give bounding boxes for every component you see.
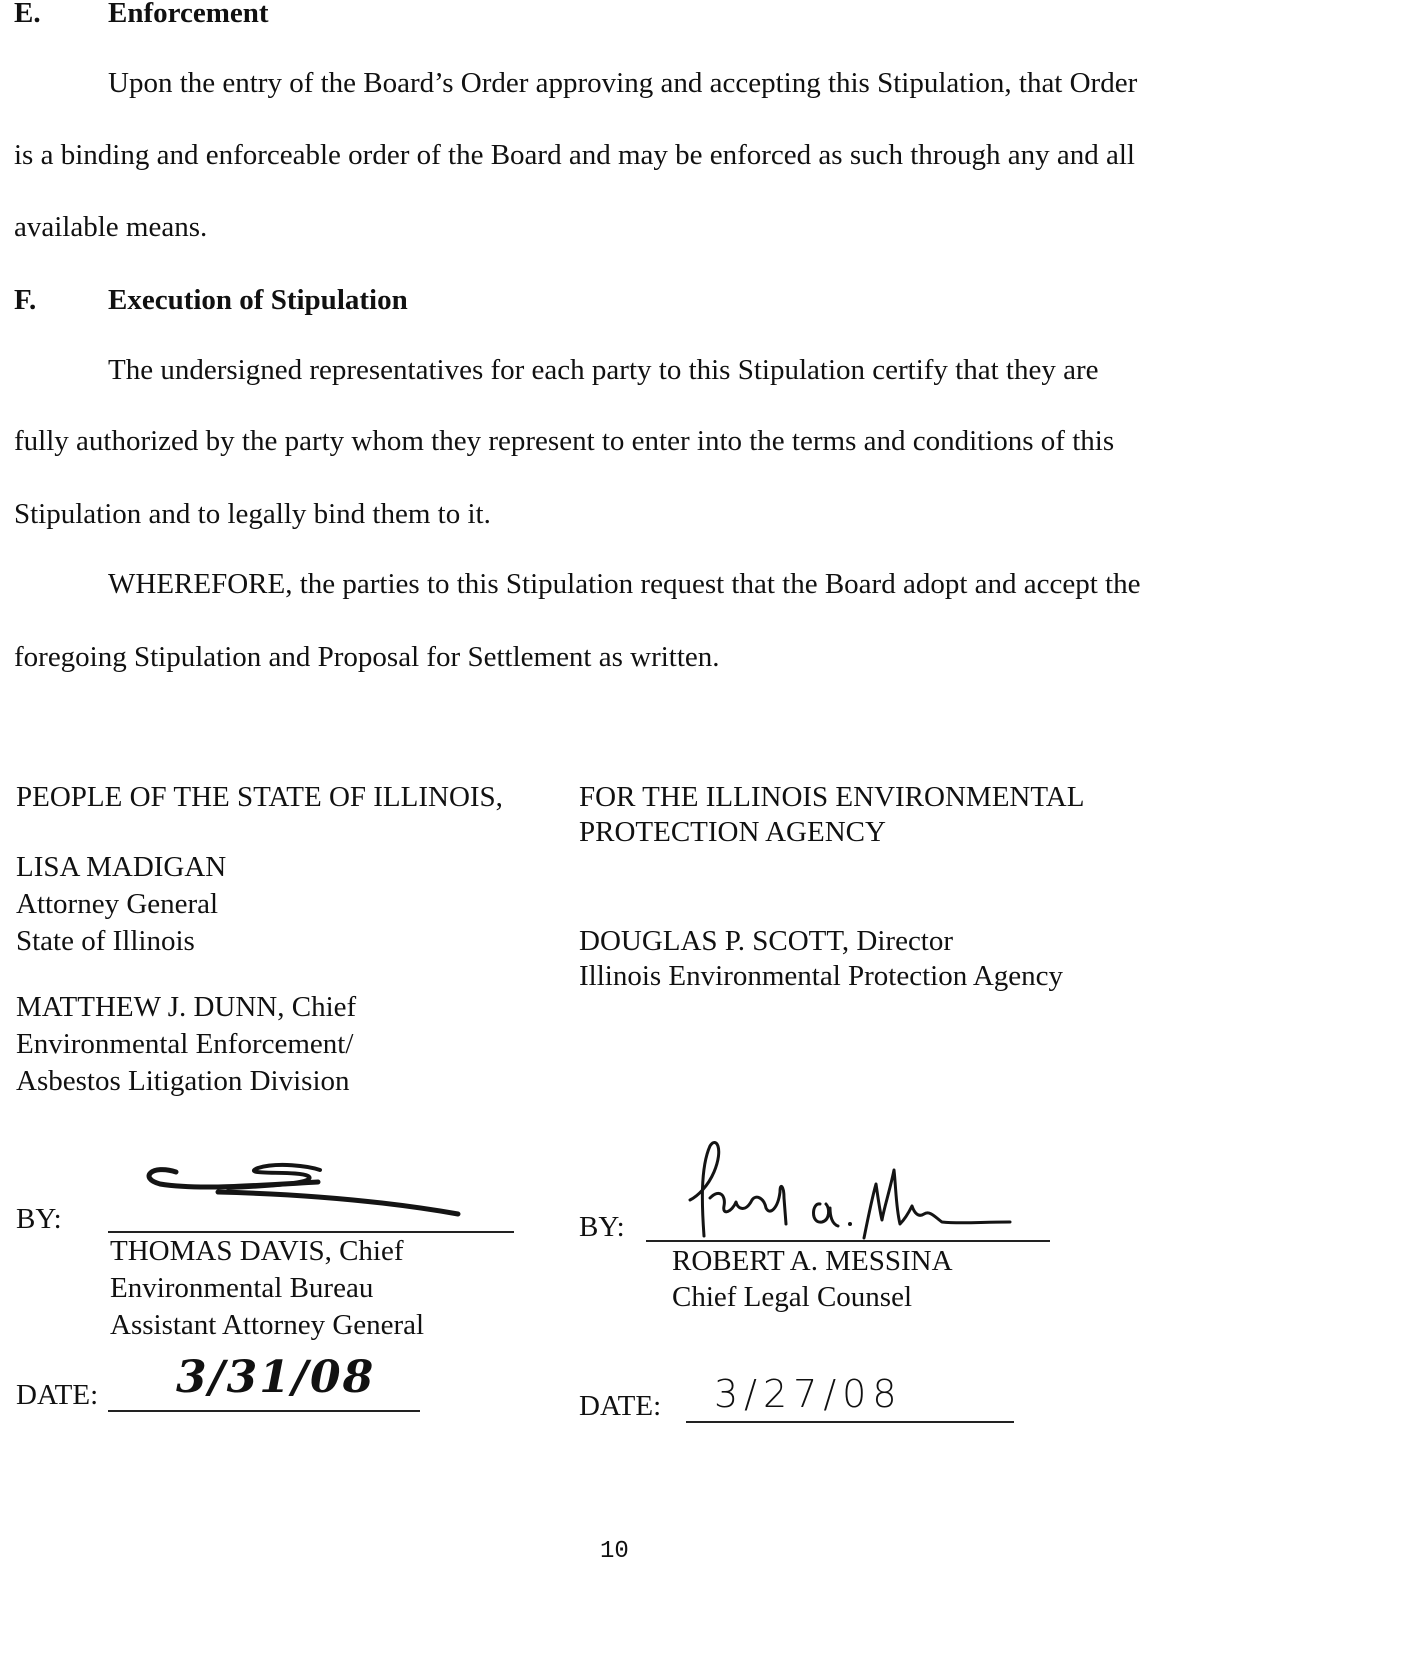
right-heading-line-2: PROTECTION AGENCY — [579, 816, 886, 848]
section-e-line-1: Upon the entry of the Board’s Order approving and accepting this Stipulation, that Order — [108, 67, 1138, 99]
section-e-letter: E. — [14, 0, 41, 29]
left-by-label: BY: — [16, 1203, 62, 1235]
section-f-p1-line-2: fully authorized by the party whom they represent to enter into the terms and conditions of this — [14, 425, 1115, 457]
left-date-label: DATE: — [16, 1379, 99, 1411]
right-by-label: BY: — [579, 1211, 625, 1243]
right-date-handwritten: 3/27/08 — [714, 1372, 903, 1416]
left-signer-name: THOMAS DAVIS, Chief — [110, 1235, 404, 1267]
right-director-block — [579, 923, 1063, 995]
ag-title: Attorney General — [16, 888, 219, 920]
chief-division-2: Asbestos Litigation Division — [16, 1065, 350, 1097]
left-ag-block — [16, 849, 226, 960]
chief-division-1: Environmental Enforcement/ — [16, 1028, 354, 1060]
left-date-line — [108, 1410, 420, 1412]
right-signer-name: ROBERT A. MESSINA — [672, 1245, 953, 1277]
right-heading-line-1: FOR THE ILLINOIS ENVIRONMENTAL — [579, 781, 1085, 813]
right-date-label: DATE: — [579, 1390, 662, 1422]
right-date-line — [686, 1421, 1014, 1423]
left-date-handwritten: 3/31/08 — [176, 1352, 376, 1403]
left-signer-block — [110, 1233, 424, 1344]
page-number: 10 — [600, 1538, 629, 1565]
section-f-p2-line-1: WHEREFORE, the parties to this Stipulation request that the Board adopt and accept the — [108, 568, 1141, 600]
davis-signature-icon — [138, 1158, 468, 1218]
ag-state: State of Illinois — [16, 925, 195, 957]
right-signer-block — [672, 1243, 953, 1316]
left-party-heading: PEOPLE OF THE STATE OF ILLINOIS, — [16, 781, 503, 813]
section-f-title: Execution of Stipulation — [108, 284, 408, 316]
section-e-title: Enforcement — [108, 0, 269, 29]
left-signer-title-2: Assistant Attorney General — [110, 1309, 425, 1341]
right-signer-title: Chief Legal Counsel — [672, 1281, 913, 1313]
director-agency: Illinois Environmental Protection Agency — [579, 960, 1064, 992]
left-chief-block — [16, 989, 356, 1100]
section-f-p1-line-3: Stipulation and to legally bind them to it. — [14, 498, 491, 530]
section-e-line-2: is a binding and enforceable order of the Board and may be enforced as such through any and all — [14, 139, 1135, 171]
section-f-p2-line-2: foregoing Stipulation and Proposal for Settlement as written. — [14, 641, 720, 673]
messina-signature-icon — [680, 1138, 1020, 1248]
director-name: DOUGLAS P. SCOTT, Director — [579, 925, 954, 957]
ag-name: LISA MADIGAN — [16, 851, 227, 883]
left-signer-title-1: Environmental Bureau — [110, 1272, 374, 1304]
right-party-heading — [579, 779, 1084, 851]
section-f-letter: F. — [14, 284, 37, 316]
chief-name: MATTHEW J. DUNN, Chief — [16, 991, 357, 1023]
section-e-line-3: available means. — [14, 211, 208, 243]
section-f-p1-line-1: The undersigned representatives for each party to this Stipulation certify that they are — [108, 354, 1099, 386]
